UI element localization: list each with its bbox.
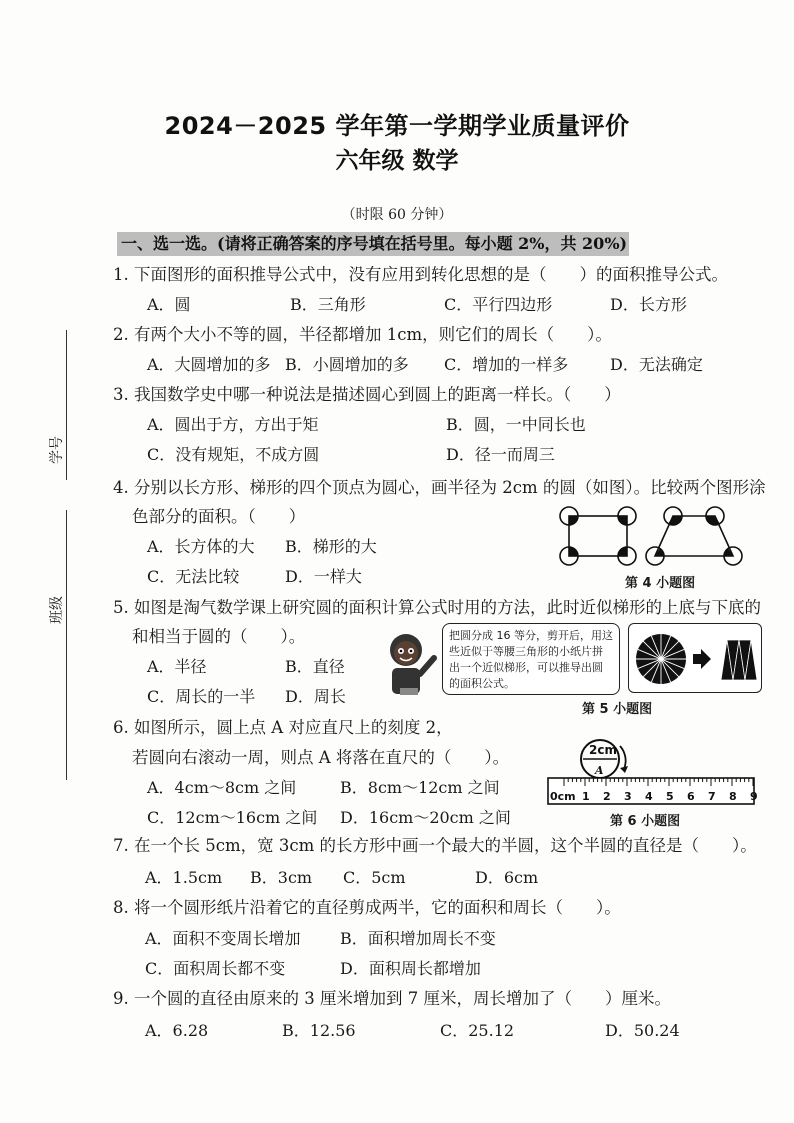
ruler-label: 6 <box>687 790 695 803</box>
class-label: 班级 <box>49 596 65 624</box>
point-a-label: A <box>595 764 604 777</box>
q2-option-a: A．大圆增加的多 <box>147 355 271 374</box>
q4-figure <box>555 502 755 570</box>
q9-option-d: D．50.24 <box>605 1021 680 1040</box>
q1-option-d: D．长方形 <box>610 295 687 314</box>
q5-image-box <box>628 623 762 693</box>
ruler-label: 1 <box>582 790 590 803</box>
time-limit: （时限 60 分钟） <box>341 207 453 223</box>
q4-option-c: C．无法比较 <box>147 567 240 586</box>
q5-caption: 第 5 小题图 <box>582 702 653 717</box>
q5-option-c: C．周长的一半 <box>147 687 256 706</box>
binding-line-top <box>66 330 67 480</box>
q5-option-b: B．直径 <box>285 657 345 676</box>
ruler-label: 0cm <box>550 790 576 803</box>
q6-caption: 第 6 小题图 <box>610 814 681 829</box>
question-5: 5. 如图是淘气数学课上研究圆的面积计算公式时用的方法，此时近似梯形的上底与下底的 <box>113 598 761 617</box>
ruler-label: 2 <box>603 790 611 803</box>
q7-option-d: D．6cm <box>475 868 539 887</box>
exam-title: 2024－2025 学年第一学期学业质量评价 <box>164 112 630 140</box>
question-1: 1. 下面图形的面积推导公式中，没有应用到转化思想的是（ ）的面积推导公式。 <box>113 265 728 284</box>
q6-option-d: D．16cm～20cm 之间 <box>340 808 511 827</box>
q6-option-b: B．8cm～12cm 之间 <box>340 778 500 797</box>
q3-option-a: A．圆出于方，方出于矩 <box>147 415 319 434</box>
exam-subtitle: 六年级 数学 <box>335 148 459 174</box>
question-2: 2. 有两个大小不等的圆，半径都增加 1cm，则它们的周长（ ）。 <box>113 325 612 344</box>
q8-option-a: A．面积不变周长增加 <box>145 929 301 948</box>
q3-option-c: C．没有规矩，不成方圆 <box>147 445 320 464</box>
q9-option-c: C．25.12 <box>440 1021 515 1040</box>
student-cartoon-icon <box>380 628 440 700</box>
student-id-label: 学号 <box>49 436 65 464</box>
q5-option-a: A．半径 <box>147 657 207 676</box>
q2-option-d: D．无法确定 <box>610 355 703 374</box>
question-6-cont: 若圆向右滚动一周，则点 A 将落在直尺的（ ）。 <box>132 748 510 767</box>
q3-option-d: D．径一而周三 <box>446 445 555 464</box>
ruler-label: 3 <box>624 790 632 803</box>
ruler-label: 7 <box>708 790 716 803</box>
q2-option-b: B．小圆增加的多 <box>285 355 409 374</box>
question-6: 6. 如图所示，圆上点 A 对应直尺上的刻度 2， <box>113 718 453 737</box>
q7-option-a: A．1.5cm <box>145 868 223 887</box>
q8-option-d: D．面积周长都增加 <box>340 959 481 978</box>
q3-option-b: B．圆，一中同长也 <box>446 415 586 434</box>
ruler-label: 5 <box>666 790 674 803</box>
question-7: 7. 在一个长 5cm，宽 3cm 的长方形中画一个最大的半圆，这个半圆的直径是（ ）。 <box>113 836 757 855</box>
q6-option-a: A．4cm～8cm 之间 <box>147 778 297 797</box>
q4-caption: 第 4 小题图 <box>625 576 696 591</box>
q6-option-c: C．12cm～16cm 之间 <box>147 808 318 827</box>
q1-option-a: A．圆 <box>147 295 191 314</box>
question-5-cont: 和相当于圆的（ ）。 <box>132 627 306 646</box>
q9-option-b: B．12.56 <box>282 1021 356 1040</box>
ruler-label: 8 <box>729 790 737 803</box>
q7-option-b: B．3cm <box>250 868 313 887</box>
q1-option-b: B．三角形 <box>290 295 366 314</box>
ruler-label: 9 <box>750 790 758 803</box>
q7-option-c: C．5cm <box>343 868 406 887</box>
section-heading: 一、选一选。(请将正确答案的序号填在括号里。每小题 2%，共 20%) <box>117 232 629 256</box>
question-4-cont: 色部分的面积。（ ） <box>132 507 306 526</box>
q6-figure <box>546 736 758 810</box>
question-4: 4. 分别以长方形、梯形的四个顶点为圆心，画半径为 2cm 的圆（如图）。比较两个图形涂 <box>113 478 766 497</box>
q8-option-c: C．面积周长都不变 <box>145 959 286 978</box>
q2-option-c: C．增加的一样多 <box>444 355 569 374</box>
question-3: 3. 我国数学史中哪一种说法是描述圆心到圆上的距离一样长。（ ） <box>113 385 621 404</box>
trapezoid-figure <box>646 507 742 565</box>
q1-option-c: C．平行四边形 <box>444 295 553 314</box>
q9-option-a: A．6.28 <box>145 1021 209 1040</box>
q8-option-b: B．面积增加周长不变 <box>340 929 496 948</box>
binding-line-bottom <box>66 510 67 780</box>
rectangle-figure <box>560 507 636 565</box>
q4-option-b: B．梯形的大 <box>285 537 377 556</box>
ruler-label: 4 <box>645 790 653 803</box>
q4-option-d: D．一样大 <box>285 567 362 586</box>
circle-diameter-label: 2cm <box>589 743 617 757</box>
question-8: 8. 将一个圆形纸片沿着它的直径剪成两半，它的面积和周长（ ）。 <box>113 898 621 917</box>
question-9: 9. 一个圆的直径由原来的 3 厘米增加到 7 厘米，周长增加了（ ）厘米。 <box>113 989 671 1008</box>
q4-option-a: A．长方体的大 <box>147 537 255 556</box>
q5-option-d: D．周长 <box>285 687 346 706</box>
q5-speech-bubble: 把圆分成 16 等分，剪开后，用这些近似于等腰三角形的小纸片拼出一个近似梯形，可以推导出圆的面积公式。 <box>442 623 620 695</box>
circle-sectors-figure <box>631 630 761 688</box>
